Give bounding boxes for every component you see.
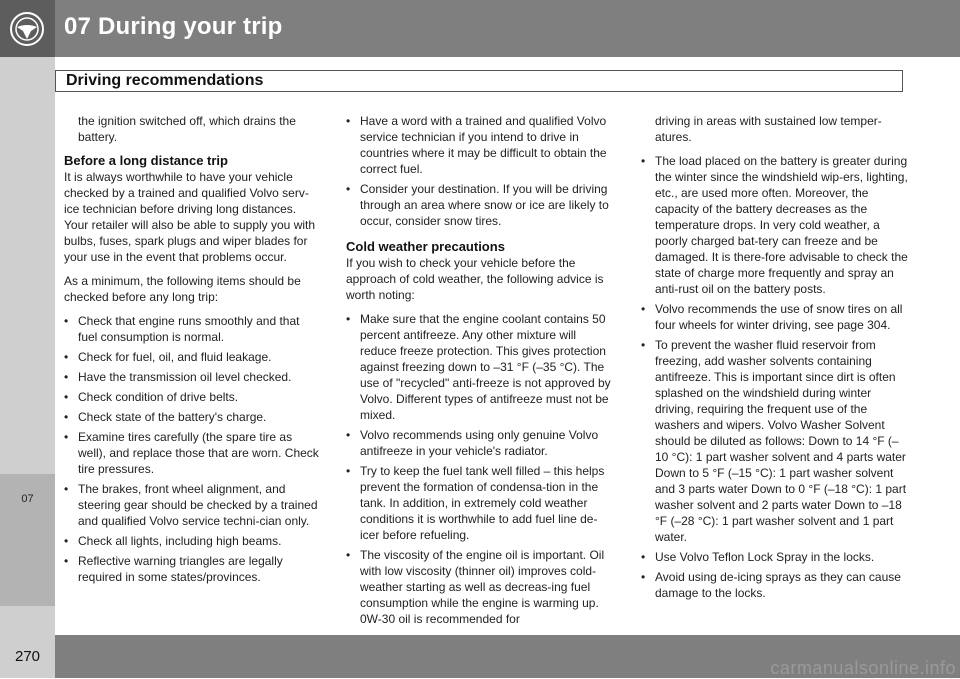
column-3: [641, 113, 909, 605]
list-item: [641, 153, 909, 297]
list-item-text: Check state of the battery's charge.: [78, 410, 267, 424]
page-number: 270: [14, 648, 41, 665]
checklist: [64, 313, 322, 585]
list-item: [641, 569, 909, 601]
section-title: Driving recommendations: [66, 72, 264, 89]
list-item-text: Consider your destination. If you will be driving through an area where snow or ice are likely to occur, consider snow tires.: [360, 182, 609, 228]
bullet-icon: •: [64, 390, 69, 404]
bullet-icon: •: [641, 338, 646, 352]
bullet-icon: •: [346, 428, 351, 442]
column-1: [64, 113, 322, 589]
bullet-icon: •: [64, 534, 69, 548]
list-item-text: Volvo recommends the use of snow tires on all four wheels for winter driving, see page 304.: [655, 302, 903, 332]
sidebar-chapter-label: 07: [21, 493, 34, 505]
bullet-icon: •: [346, 114, 351, 128]
continued-text: the ignition switched off, which drains the battery.: [78, 114, 296, 144]
watermark: carmanualsonline.info: [770, 658, 956, 678]
bullet-icon: •: [64, 314, 69, 328]
chapter-sidebar: [0, 57, 55, 635]
list-item-text: The viscosity of the engine oil is important. Oil with low viscosity (thinner oil) improves cold-weather starting as well as decreas-ing fuel consumption while the engine is warming up. 0W-30 oil is recommended for: [360, 548, 605, 626]
list-item: [64, 409, 322, 425]
list-item-text: Check all lights, including high beams.: [78, 534, 282, 548]
list-item: [64, 429, 322, 477]
list-item-text: The load placed on the battery is greater during the winter since the windshield wip-ers, lighting, etc., are used more often. Moreover, the capacity of the battery decreases as the temperature drops. In very cold weather, a poorly charged bat-tery can freeze and be damaged. It is there-fore advisable to check the state of charge more frequently and spray an anti-rust oil on the battery posts.: [655, 154, 908, 296]
list-item: [346, 113, 614, 177]
list-item-text: Reflective warning triangles are legally required in some states/provinces.: [78, 554, 283, 584]
list-item: [64, 553, 322, 585]
list-item: [641, 549, 909, 565]
chapter-title: 07 During your trip: [64, 13, 283, 40]
list-item-text: Check that engine runs smoothly and that fuel consumption is normal.: [78, 314, 300, 344]
bullet-icon: •: [346, 548, 351, 562]
list-item: [64, 481, 322, 529]
list-item: [64, 349, 322, 365]
list-item: [641, 337, 909, 545]
list-item-text: Have a word with a trained and qualified Volvo service technician if you intend to drive in countries where it may be difficult to obtain the correct fuel.: [360, 114, 607, 176]
chapter-header: [0, 0, 960, 57]
list-item-text: Use Volvo Teflon Lock Spray in the locks.: [655, 550, 875, 564]
bullet-icon: •: [346, 464, 351, 478]
bullet-icon: •: [641, 550, 646, 564]
list-item-text: The brakes, front wheel alignment, and steering gear should be checked by a trained and qualified Volvo service techni-cian only.: [78, 482, 318, 528]
steering-wheel-icon: [9, 11, 45, 47]
bullet-icon: •: [64, 430, 69, 444]
list-item: [346, 547, 614, 627]
list-item-text: Make sure that the engine coolant contains 50 percent antifreeze. Any other mixture will reduce freeze protection. This gives protection against freezing down to –31 °F (–35 °C). The use of "recycled" anti-freeze is not approved by Volvo. Different types of antifreeze must not be mixed.: [360, 312, 611, 422]
list-item: [64, 369, 322, 385]
column-2: [346, 113, 614, 631]
list-item: [64, 389, 322, 405]
list-item-text: Examine tires carefully (the spare tire as well), and replace those that are worn. Check tire pressures.: [78, 430, 319, 476]
list-item-text: Avoid using de-icing sprays as they can cause damage to the locks.: [655, 570, 901, 600]
bullet-icon: •: [64, 410, 69, 424]
list-item-text: Volvo recommends using only genuine Volvo antifreeze in your vehicle's radiator.: [360, 428, 599, 458]
logo-box: [0, 0, 55, 57]
list-item-text: Have the transmission oil level checked.: [78, 370, 292, 384]
trip-advice-list: [346, 113, 614, 229]
list-item-text: To prevent the washer fluid reservoir from freezing, add washer solvents containing antifreeze. This is important since dirt is often splashed on the windshield during winter driving, requiring the frequent use of the washers and wipers. Volvo Washer Solvent should be diluted as follows: Down to 14 °F (–10 °C): 1 part washer solvent and 4 parts water Down to 5 °F (–15 °C): 1 part washer solvent and 3 parts water Down to 0 °F (–18 °C): 1 part washer solvent and 2 parts water Down to –18 °F (–28 °C): 1 part washer solvent and 1 part water.: [655, 338, 907, 544]
heading-long-distance-trip: Before a long distance trip: [64, 153, 228, 168]
list-item-text: Check condition of drive belts.: [78, 390, 239, 404]
bullet-icon: •: [64, 370, 69, 384]
winter-tips-list: [641, 153, 909, 601]
list-item: [346, 181, 614, 229]
list-item-text: Check for fuel, oil, and fluid leakage.: [78, 350, 272, 364]
bullet-icon: •: [64, 350, 69, 364]
list-item: [346, 311, 614, 423]
heading-cold-weather: Cold weather precautions: [346, 239, 505, 254]
bullet-icon: •: [641, 154, 646, 168]
list-item-text: Try to keep the fuel tank well filled – this helps prevent the formation of condensa-tion in the tank. In addition, in extremely cold weather conditions it is worthwhile to add fuel line de-icer before refueling.: [360, 464, 605, 542]
bullet-icon: •: [641, 570, 646, 584]
bullet-icon: •: [64, 554, 69, 568]
cold-weather-list: [346, 311, 614, 627]
section-title-box: [55, 70, 903, 92]
list-item: [641, 301, 909, 333]
paragraph: As a minimum, the following items should be checked before any long trip:: [64, 274, 301, 304]
bullet-icon: •: [346, 182, 351, 196]
paragraph: It is always worthwhile to have your vehicle checked by a trained and qualified Volvo serv-ice technician before driving long distances. Your retailer will also be able to supply you with bulbs, fuses, spark plugs and wiper blades for your use in the event that problems occur.: [64, 170, 316, 264]
bullet-icon: •: [346, 312, 351, 326]
list-item: [346, 427, 614, 459]
continued-text: driving in areas with sustained low temper-atures.: [655, 114, 882, 144]
list-item: [346, 463, 614, 543]
bullet-icon: •: [64, 482, 69, 496]
bullet-icon: •: [641, 302, 646, 316]
list-item: [64, 313, 322, 345]
list-item: [64, 533, 322, 549]
paragraph: If you wish to check your vehicle before the approach of cold weather, the following advice is worth noting:: [346, 256, 604, 302]
